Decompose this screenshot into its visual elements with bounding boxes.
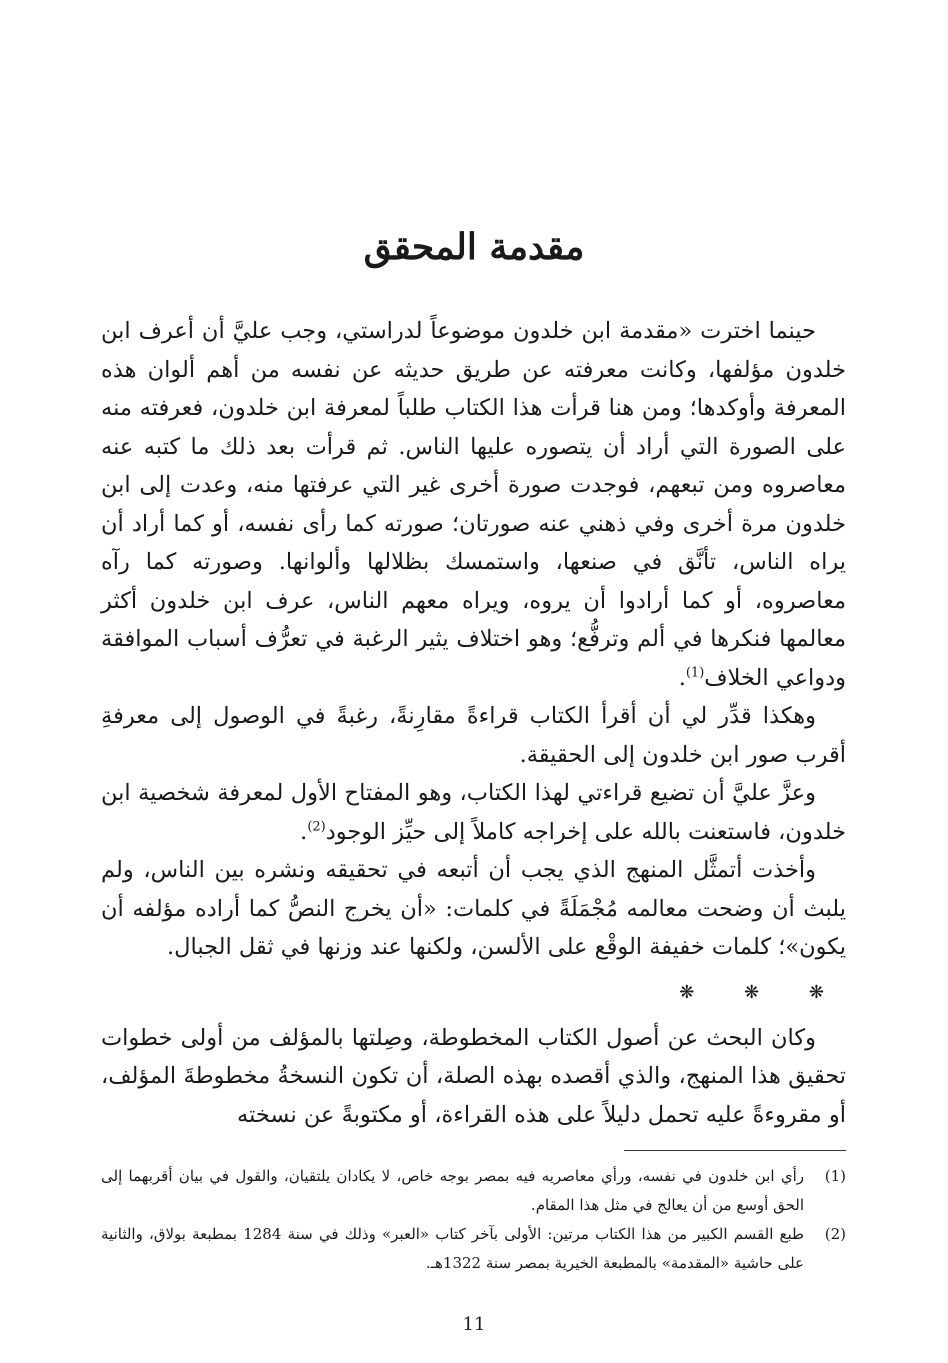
footnote-text: رأي ابن خلدون في نفسه، ورأي معاصريه فيه بمصر بوجه خاص، لا يكادان يلتقيان، والقول في بيان أقربهما إلى الحق أوسع من أن يعالج في مثل هذا المقام. — [101, 1167, 804, 1214]
footnotes — [101, 1162, 846, 1278]
footnote-1 — [101, 1162, 846, 1220]
footnote-ref-1[interactable]: (1) — [685, 665, 705, 680]
footnote-number: (1) — [824, 1167, 846, 1185]
footnote-divider — [624, 1150, 846, 1151]
main-text — [101, 312, 846, 1134]
section-separator: ❋ ❋ ❋ — [679, 981, 846, 1003]
paragraph-1-end: . — [678, 664, 686, 691]
footnote-number: (2) — [824, 1225, 846, 1243]
page-title: مقدمة المحقق — [363, 226, 585, 268]
paragraph-1-text: حينما اخترت «مقدمة ابن خلدون موضوعاً لدراستي، وجب عليَّ أن أعرف ابن خلدون مؤلفها، وكانت معرفته عن طريق حديثه عن نفسه من أهم ألوان هذه المعرفة وأوكدها؛ ومن هنا قرأت هذا الكتاب طلباً لمعرفة ابن خلدون، فعرفته منه على الصورة التي أراد أن يتصوره عليها الناس. ثم قرأت بعد ذلك ما كتبه عنه معاصروه ومن تبعهم، فوجدت صورة أخرى غير التي عرفتها منه، وعدت إلى ابن خلدون مرة أخرى وفي ذهني عنه صورتان؛ صورته كما رأى نفسه، أو كما أراد أن يراه الناس، تأنَّق في صنعها، واستمسك بظلالها وألوانها. وصورته كما رآه معاصروه، أو كما أرادوا أن يروه، ويراه معهم الناس، عرف ابن خلدون أكثر معالمها فنكرها في ألم وترفُّع؛ وهو اختلاف يثير الرغبة في تعرُّف أسباب الموافقة ودواعي الخلاف — [101, 318, 846, 691]
paragraph-3-text: وعزَّ عليَّ أن تضيع قراءتي لهذا الكتاب، وهو المفتاح الأول لمعرفة شخصية ابن خلدون، فاستعنت بالله على إخراجه كاملاً إلى حيِّز الوجود — [101, 780, 846, 845]
paragraph-3-end: . — [300, 818, 308, 845]
page-number: 11 — [462, 1314, 486, 1335]
paragraph-5: وكان البحث عن أصول الكتاب المخطوطة، وصِلتها بالمؤلف من أولى خطوات تحقيق هذا المنهج، والذي أقصده بهذه الصلة، أن تكون النسخةُ مخطوطةَ المؤلف، أو مقروءةً عليه تحمل دليلاً على هذه القراءة، أو مكتوبةً عن نسخته — [101, 1024, 846, 1128]
paragraph-1 — [101, 312, 846, 697]
paragraph-2: وهكذا قدِّر لي أن أقرأ الكتاب قراءةً مقارِنةً، رغبةً في الوصول إلى معرفةِ أقرب صور ابن خلدون إلى الحقيقة. — [101, 703, 846, 768]
footnote-2 — [101, 1220, 846, 1278]
paragraph-4: وأخذت أتمثَّل المنهج الذي يجب أن أتبعه في تحقيقه ونشره بين الناس، ولم يلبث أن وضحت معالمه مُجْمَلَةً في كلمات: «أن يخرج النصُّ كما أراده مؤلفه أن يكون»؛ كلمات خفيفة الوقْع على الألسن، ولكنها عند وزنها في ثقل الجبال. — [101, 857, 846, 960]
paragraph-3 — [101, 774, 846, 851]
footnote-ref-2[interactable]: (2) — [307, 819, 326, 834]
footnote-text: طبع القسم الكبير من هذا الكتاب مرتين: الأولى بآخر كتاب «العبر» وذلك في سنة 1284 بمطبعة بولاق، والثانية على حاشية «المقدمة» بالمطبعة الخيرية بمصر سنة 1322هـ. — [101, 1225, 804, 1272]
